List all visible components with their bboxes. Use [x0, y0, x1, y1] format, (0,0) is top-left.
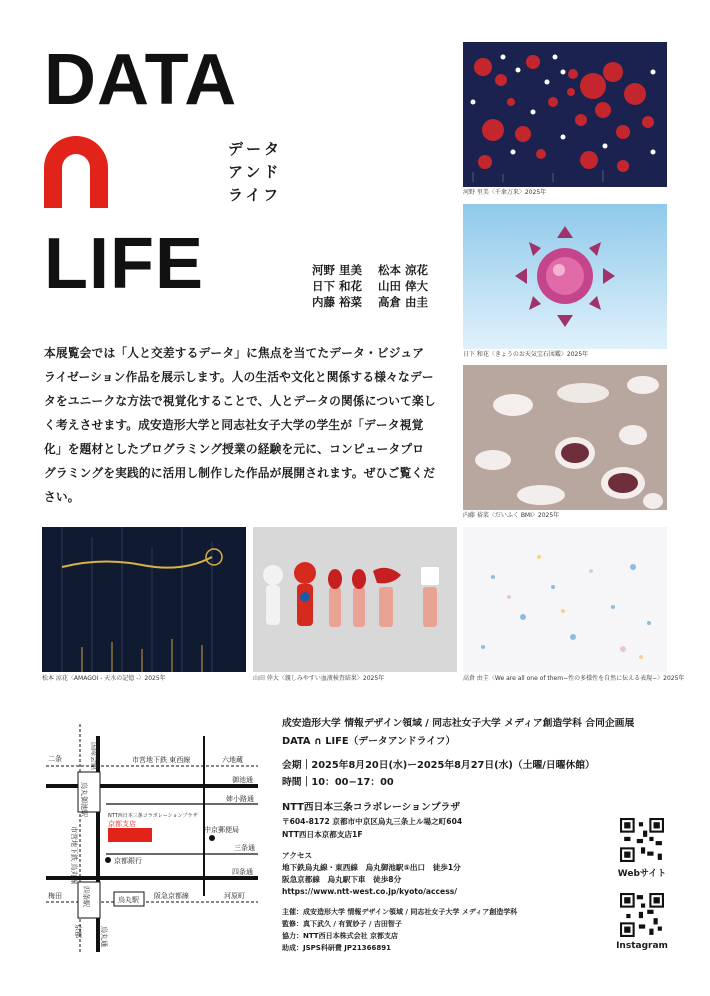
map-label: 河原町 — [224, 892, 245, 900]
credit-cooperation: 協力：NTT西日本株式会社 京都支店 — [282, 932, 399, 940]
map-label: 烏丸通 — [100, 926, 108, 947]
cap-symbol-logo — [44, 136, 108, 208]
artwork-image-figures — [253, 527, 457, 672]
exhibition-hours: 時間｜10：00−17：00 — [282, 777, 394, 788]
artist-name: 山田 倖大 — [378, 279, 429, 293]
exhibition-period: 会期｜2025年8月20日(水)ー2025年8月27日(水)（土曜/日曜休館） — [282, 760, 595, 771]
artwork-caption: 内藤 裕菜〈だいふく BMI〉2025年 — [463, 512, 560, 519]
map-label: NTT西日本三条コラボレーションプラザ — [108, 813, 198, 819]
map-label: 三条通 — [234, 844, 255, 852]
kana-line: ライフ — [228, 186, 282, 204]
credit-organizer: 主催：成安造形大学 情報デザイン領域 / 同志社女子大学 メディア創造学科 — [282, 908, 518, 916]
map-label: 六地蔵 — [222, 756, 243, 764]
artwork-caption: 松本 涼花〈AMAGOI - 天水の記憶 -〉2025年 — [42, 675, 166, 682]
map-label: 京都支店 — [108, 820, 136, 828]
qr-code-instagram[interactable] — [620, 893, 664, 937]
exhibition-title: DATA ∩ LIFE（データアンドライフ） — [282, 736, 456, 747]
artist-name: 日下 和花 — [312, 279, 363, 293]
artwork-caption: 河野 里美〈千傘万来〉2025年 — [463, 189, 547, 196]
artwork-caption: 山田 倖大〈親しみやすい血液検査結果〉2025年 — [253, 675, 385, 682]
access-line: 阪急京都線 烏丸駅下車 徒歩8分 — [282, 875, 402, 884]
access-map — [36, 716, 268, 952]
title-life: LIFE — [44, 224, 204, 304]
map-label: 姉小路通 — [226, 795, 254, 803]
artwork-image-daifuku — [463, 365, 667, 510]
title-data: DATA — [44, 40, 238, 120]
kana-title — [228, 138, 282, 207]
artist-list — [312, 262, 444, 310]
artwork-image-umbrellas — [463, 42, 667, 187]
artist-name: 内藤 裕菜 — [312, 295, 363, 309]
map-label: 御池通 — [232, 776, 253, 784]
credit-grant: 助成：JSPS科研費 JP21366891 — [282, 944, 391, 952]
venue-address: 〒604-8172 京都市中京区烏丸三条上ル場之町604 — [282, 817, 463, 826]
artwork-image-dots — [463, 527, 667, 672]
artist-name: 高倉 由圭 — [378, 295, 429, 309]
intro-paragraph: 本展覧会では「人と交差するデータ」に焦点を当てたデータ・ビジュアライゼーション作品を展示します。人の生活や文化と関係する様々なデータをユニークな方法で視覚化することで、人とデータの関係について楽しく考えさせます。成安造形大学と同志社女子大学の学生が「データ視覚化」を題材としたプログラミング授業の経験を元に、コンピュータプログラミングを実践的に活用し制作した作品が展開されます。ぜひご覧ください。 — [44, 346, 436, 504]
exhibition-subtitle: 成安造形大学 情報デザイン領域 / 同志社女子大学 メディア創造学科 合同企画展 — [282, 718, 635, 729]
access-title: アクセス — [282, 851, 313, 860]
destination-marker — [108, 828, 152, 842]
map-label: 中京郵便局 — [204, 826, 239, 834]
artist-name: 河野 里美 — [312, 263, 363, 277]
map-label: 阪急京都線 — [154, 892, 189, 900]
artwork-caption: 高倉 由圭〈We are all one of them−性の多様性を自然に伝える表現−〉2025年 — [463, 675, 685, 682]
map-label: 国際会館 — [90, 742, 98, 770]
qr-label-web: Webサイト — [617, 869, 667, 879]
map-label: 京都銀行 — [114, 857, 142, 865]
map-label: 京都 — [74, 924, 82, 938]
access-url[interactable]: https://www.ntt-west.co.jp/kyoto/access/ — [282, 887, 458, 896]
map-label: 四条駅 — [82, 886, 90, 907]
kana-line: アンド — [228, 163, 282, 181]
qr-code-web[interactable] — [620, 818, 664, 862]
credit-supervisor: 監修：真下武久 / 有賀妙子 / 吉田智子 — [282, 920, 402, 928]
access-line: 地下鉄烏丸線・東西線 烏丸御池駅⑤出口 徒歩1分 — [282, 863, 461, 872]
map-label: 烏丸駅 — [118, 896, 139, 904]
artwork-image-amagoi — [42, 527, 246, 672]
map-label: 市営地下鉄 烏丸線 — [70, 826, 78, 885]
map-label: 烏丸御池駅 — [80, 782, 88, 817]
map-label: 市営地下鉄 東西線 — [132, 756, 191, 764]
map-label: 二条 — [48, 755, 62, 763]
artwork-image-gem — [463, 204, 667, 349]
artist-name: 松本 涼花 — [378, 263, 429, 277]
artwork-caption: 日下 和花〈きょうのお天気宝石図鑑〉2025年 — [463, 351, 589, 358]
kana-line: データ — [228, 140, 283, 158]
qr-label-instagram: Instagram — [616, 941, 668, 951]
venue-building: NTT西日本京都支店1F — [282, 830, 363, 839]
venue-name: NTT西日本三条コラボレーションプラザ — [282, 802, 461, 813]
map-label: 四条通 — [232, 868, 253, 876]
map-label: 梅田 — [48, 892, 62, 900]
